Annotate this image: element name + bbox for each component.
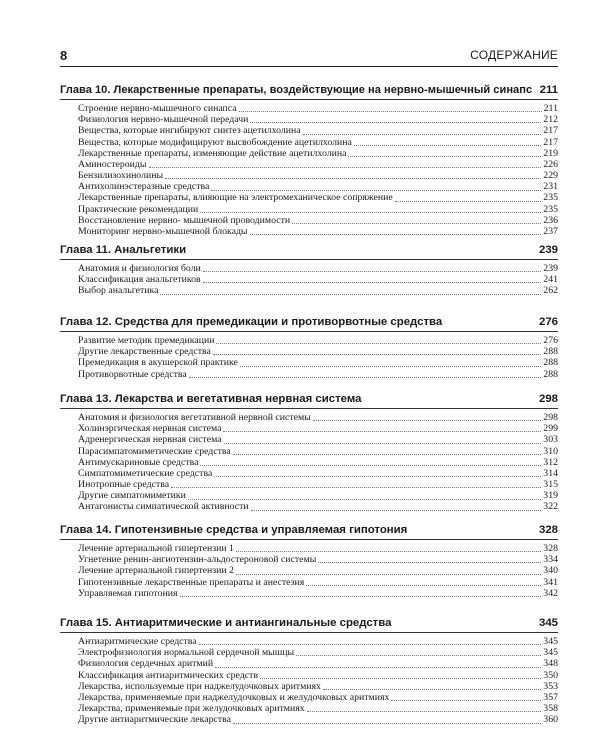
dot-leader: [250, 122, 541, 123]
chapter-rule: [60, 99, 558, 100]
entry-page-number: 235: [543, 203, 558, 215]
dot-leader: [214, 476, 541, 477]
entry-page-number: 217: [543, 136, 558, 148]
toc-entry[interactable]: [60, 692, 558, 703]
entry-title: Лечение артериальной гипертензии 1: [78, 542, 234, 554]
dot-leader: [215, 667, 541, 668]
dot-leader: [213, 354, 541, 355]
entry-title: Премедикация в акушерской практике: [78, 357, 238, 369]
chapter-page-number: 276: [538, 316, 558, 328]
toc-entry[interactable]: [60, 181, 558, 192]
entry-page-number: 211: [543, 102, 558, 114]
toc-entry[interactable]: [60, 170, 558, 181]
entry-title: Электрофизиология нормальной сердечной мышцы: [78, 647, 295, 659]
entry-page-number: 298: [543, 411, 558, 423]
entry-title: Выбор анальгетика: [78, 285, 159, 297]
dot-leader: [236, 551, 541, 552]
toc-entry[interactable]: [60, 148, 558, 159]
entry-list: [60, 263, 558, 297]
dot-leader: [171, 487, 541, 488]
entry-title: Антимускариновые средства: [78, 456, 199, 468]
toc-entry[interactable]: [60, 479, 558, 490]
chapter-title[interactable]: Глава 13. Лекарства и вегетативная нервная система: [60, 393, 362, 405]
entry-page-number: 229: [543, 170, 558, 182]
dot-leader: [239, 111, 542, 112]
entry-page-number: 319: [543, 490, 558, 502]
toc-entry[interactable]: [60, 468, 558, 479]
entry-title: Угнетение ренин-ангиотензин-альдостероновой системы: [78, 554, 317, 566]
entry-page-number: 358: [543, 703, 558, 715]
entry-page-number: 348: [543, 658, 558, 670]
chapter-rule: [60, 408, 558, 409]
entry-page-number: 235: [543, 192, 558, 204]
toc-entry[interactable]: [60, 647, 558, 658]
toc-entry[interactable]: [60, 159, 558, 170]
toc-entry[interactable]: [60, 226, 558, 237]
entry-page-number: 350: [543, 669, 558, 681]
entry-page-number: 322: [543, 501, 558, 513]
dot-leader: [160, 294, 541, 295]
chapter-heading: [60, 393, 558, 409]
dot-leader: [223, 431, 541, 432]
chapter-section: [60, 316, 558, 380]
toc-entry[interactable]: [60, 369, 558, 380]
chapter-heading: [60, 244, 558, 260]
entry-title: Противорвотные средства: [78, 368, 187, 380]
page-header: [60, 48, 558, 64]
entry-title: Лекарственные препараты, влияющие на электромеханическое сопряжение: [78, 192, 393, 204]
entry-page-number: 217: [543, 125, 558, 137]
entry-title: Инотропные средства: [78, 479, 170, 491]
dot-leader: [251, 510, 542, 511]
dot-leader: [211, 190, 541, 191]
entry-page-number: 262: [543, 285, 558, 297]
dot-leader: [303, 134, 542, 135]
dot-leader: [199, 644, 542, 645]
toc-entry[interactable]: [60, 457, 558, 468]
dot-leader: [348, 156, 541, 157]
chapter-rule: [60, 259, 558, 260]
entry-list: [60, 335, 558, 380]
dot-leader: [188, 499, 541, 500]
toc-entry[interactable]: [60, 423, 558, 434]
entry-title: Физиология нервно-мышечной передачи: [78, 114, 249, 126]
chapter-section: [60, 244, 558, 297]
chapter-section: [60, 524, 558, 599]
entry-page-number: 288: [543, 346, 558, 358]
entry-title: Лекарства, используемые при наджелудочковых аритмиях: [78, 680, 321, 692]
dot-leader: [395, 201, 542, 202]
entry-title: Восстановление нервно- мышечной проводимости: [78, 214, 291, 226]
entry-title: Развитие методик премедикации: [78, 334, 215, 346]
toc-entry[interactable]: [60, 502, 558, 513]
entry-title: Адренергическая нервная система: [78, 434, 222, 446]
toc-entry[interactable]: [60, 636, 558, 647]
entry-page-number: 299: [543, 423, 558, 435]
dot-leader: [260, 678, 541, 679]
entry-page-number: 334: [543, 554, 558, 566]
entry-page-number: 312: [543, 456, 558, 468]
chapter-section: [60, 393, 558, 513]
entry-page-number: 231: [543, 181, 558, 193]
dot-leader: [354, 145, 541, 146]
entry-title: Анатомия и физиология боли: [78, 262, 201, 274]
toc-entry[interactable]: [60, 204, 558, 215]
toc-entry[interactable]: [60, 335, 558, 346]
chapter-section: [60, 84, 558, 237]
toc-entry[interactable]: [60, 114, 558, 125]
chapter-page-number: 211: [539, 84, 558, 96]
entry-title: Холинэргическая нервная система: [78, 423, 222, 435]
entry-title: Анатомия и физиология вегетативной нервной системы: [78, 411, 311, 423]
entry-page-number: 315: [543, 479, 558, 491]
entry-title: Физиология сердечных аритмий: [78, 658, 214, 670]
entry-page-number: 276: [543, 334, 558, 346]
toc-entry[interactable]: [60, 263, 558, 274]
entry-title: Лекарства, применяемые при желудочковых аритмиях: [78, 703, 305, 715]
toc-entry[interactable]: [60, 577, 558, 588]
toc-entry[interactable]: [60, 137, 558, 148]
dot-leader: [250, 234, 542, 235]
chapter-heading: [60, 84, 558, 100]
entry-list: [60, 543, 558, 599]
chapter-title[interactable]: Глава 14. Гипотензивные средства и управляемая гипотония: [60, 524, 408, 536]
toc-entry[interactable]: [60, 681, 558, 692]
chapter-rule: [60, 539, 558, 540]
entry-page-number: 236: [543, 214, 558, 226]
dot-leader: [306, 585, 541, 586]
toc-entry[interactable]: [60, 565, 558, 576]
entry-title: Другие симпатомиметики: [78, 490, 186, 502]
entry-page-number: 360: [543, 714, 558, 726]
entry-page-number: 341: [543, 576, 558, 588]
chapter-title[interactable]: Глава 10. Лекарственные препараты, воздействующие на нервно-мышечный синапс: [60, 84, 533, 96]
entry-list: [60, 636, 558, 726]
entry-title: Строение нервно-мышечного синапса: [78, 102, 237, 114]
entry-title: Парасимпатомиметические средства: [78, 445, 231, 457]
entry-list: [60, 103, 558, 237]
toc-entry[interactable]: [60, 670, 558, 681]
toc-entry[interactable]: [60, 588, 558, 599]
dot-leader: [149, 167, 542, 168]
toc-entry[interactable]: [60, 714, 558, 725]
dot-leader: [318, 562, 541, 563]
chapter-page-number: 298: [538, 393, 558, 405]
dot-leader: [216, 343, 541, 344]
toc-entry[interactable]: [60, 490, 558, 501]
dot-leader: [323, 689, 541, 690]
toc-entry[interactable]: [60, 215, 558, 226]
entry-title: Управляемая гипотония: [78, 587, 178, 599]
entry-page-number: 345: [543, 647, 558, 659]
entry-page-number: 328: [543, 542, 558, 554]
entry-page-number: 340: [543, 565, 558, 577]
chapter-section: [60, 617, 558, 726]
entry-page-number: 357: [543, 691, 558, 703]
toc-entry[interactable]: [60, 554, 558, 565]
dot-leader: [292, 223, 541, 224]
entry-list: [60, 412, 558, 513]
header-rule: [60, 66, 558, 67]
toc-entry[interactable]: [60, 274, 558, 285]
entry-title: Бензилизохинолины: [78, 170, 164, 182]
entry-title: Вещества, которые модифицируют высвобождение ацетилхолина: [78, 136, 352, 148]
chapter-title[interactable]: Глава 15. Антиаритмические и антиангинальные средства: [60, 617, 392, 629]
entry-page-number: 241: [543, 274, 558, 286]
toc-entry[interactable]: [60, 434, 558, 445]
dot-leader: [203, 282, 542, 283]
chapter-title[interactable]: Глава 12. Средства для премедикации и противорвотные средства: [60, 316, 443, 328]
chapter-rule: [60, 632, 558, 633]
entry-page-number: 239: [543, 262, 558, 274]
dot-leader: [200, 212, 541, 213]
entry-title: Классификация антиаритмических средств: [78, 669, 258, 681]
dot-leader: [240, 366, 541, 367]
toc-entry[interactable]: [60, 103, 558, 114]
dot-leader: [313, 420, 542, 421]
page-number: 8: [60, 48, 68, 63]
dot-leader: [236, 574, 541, 575]
toc-entry[interactable]: [60, 446, 558, 457]
chapter-rule: [60, 331, 558, 332]
toc-entry[interactable]: [60, 285, 558, 296]
dot-leader: [165, 178, 541, 179]
toc-entry[interactable]: [60, 193, 558, 204]
entry-title: Антихолинэстеразные средства: [78, 181, 210, 193]
dot-leader: [180, 596, 542, 597]
entry-title: Мониторинг нервно-мышечной блокады: [78, 226, 248, 238]
dot-leader: [391, 700, 541, 701]
entry-title: Вещества, которые ингибируют синтез ацетилхолина: [78, 125, 301, 137]
entry-title: Аминостероиды: [78, 158, 147, 170]
entry-title: Другие антиаритмические лекарства: [78, 714, 231, 726]
dot-leader: [233, 454, 542, 455]
dot-leader: [200, 465, 541, 466]
entry-title: Лекарства, применяемые при наджелудочковых и желудочковых аритмиях: [78, 691, 390, 703]
entry-title: Лекарственные препараты, изменяющие действие ацетилхолина: [78, 147, 347, 159]
toc-entry[interactable]: [60, 346, 558, 357]
entry-page-number: 219: [543, 147, 558, 159]
chapter-heading: [60, 316, 558, 332]
toc-entry[interactable]: [60, 357, 558, 368]
entry-title: Гипотензивные лекарственные препараты и анестезия: [78, 576, 305, 588]
entry-page-number: 212: [543, 114, 558, 126]
toc-entry[interactable]: [60, 703, 558, 714]
toc-entry[interactable]: [60, 543, 558, 554]
chapter-heading: [60, 617, 558, 633]
entry-title: Лечение артериальной гипертензии 2: [78, 565, 234, 577]
running-head: СОДЕРЖАНИЕ: [470, 48, 558, 62]
chapter-heading: [60, 524, 558, 540]
chapter-page-number: 239: [538, 244, 558, 256]
entry-title: Практические рекомендации: [78, 203, 199, 215]
entry-page-number: 226: [543, 158, 558, 170]
entry-page-number: 353: [543, 680, 558, 692]
chapter-title[interactable]: Глава 11. Анальгетики: [60, 244, 187, 256]
entry-page-number: 288: [543, 368, 558, 380]
entry-page-number: 314: [543, 467, 558, 479]
dot-leader: [203, 271, 542, 272]
entry-title: Другие лекарственные средства: [78, 346, 211, 358]
toc-entry[interactable]: [60, 658, 558, 669]
dot-leader: [296, 655, 541, 656]
entry-page-number: 303: [543, 434, 558, 446]
entry-page-number: 288: [543, 357, 558, 369]
entry-page-number: 237: [543, 226, 558, 238]
entry-page-number: 342: [543, 587, 558, 599]
dot-leader: [189, 377, 542, 378]
entry-page-number: 345: [543, 635, 558, 647]
dot-leader: [307, 711, 542, 712]
entry-page-number: 310: [543, 445, 558, 457]
entry-title: Антагонисты симпатической активности: [78, 501, 249, 513]
entry-title: Антиаритмические средства: [78, 635, 197, 647]
entry-title: Классификация анальгетиков: [78, 274, 201, 286]
entry-title: Симпатомиметические средства: [78, 467, 213, 479]
toc-entry[interactable]: [60, 412, 558, 423]
dot-leader: [224, 443, 542, 444]
toc-entry[interactable]: [60, 125, 558, 136]
chapter-page-number: 328: [538, 524, 558, 536]
dot-leader: [233, 723, 541, 724]
chapter-page-number: 345: [538, 617, 558, 629]
